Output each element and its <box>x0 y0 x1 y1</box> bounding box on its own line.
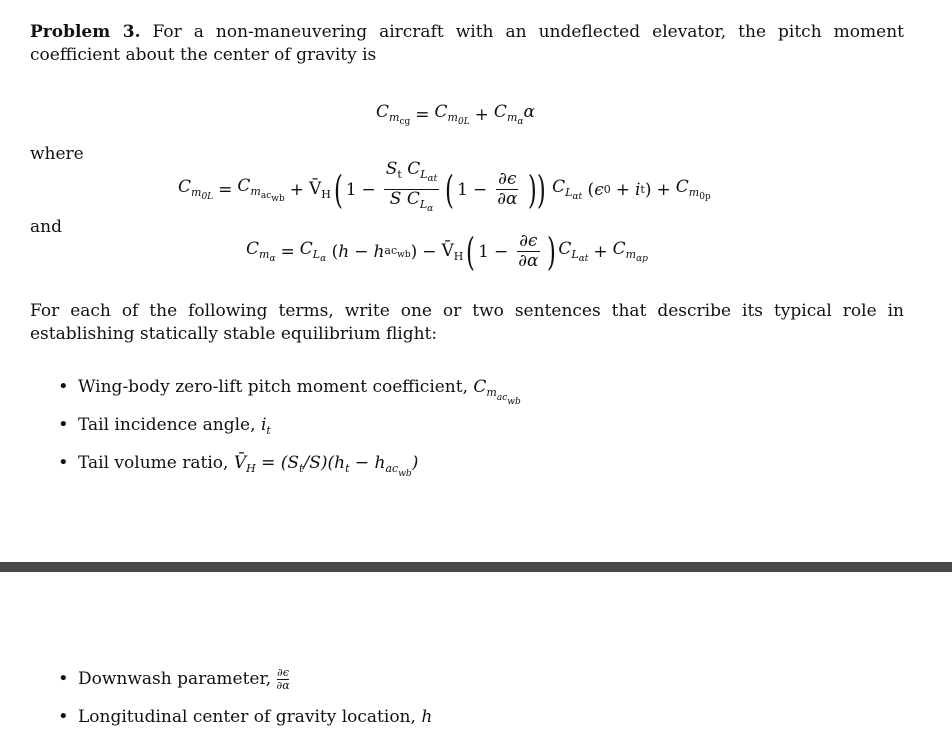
equation-cm0l: $C_{m_{0L}}$ = $C_{m_{ac_{wb}}}$ + $V̄_H$ ( 1 − $\frac{S_t C_{L_{\alpha t}}}{S C_{L_\alpha}}$ ( 1 − $\frac{\partial\epsilon}{\partial\alpha}$ )) $C_{L_{\alpha t}}$ ( ϵ 0 + i t ) + $C_{m_{0p}}$ <box>178 159 711 214</box>
problem-intro: For a non-maneuvering aircraft with an undeflected elevator, the pitch moment coefficient about the center of gravity is <box>30 22 904 65</box>
list-item: • Tail volume ratio, $V̄_H = (S_t/S)(h_t - h_{ac_{wb}})$ <box>58 450 521 488</box>
list-item: • Wing-body zero-lift pitch moment coefficient, $C_{m_{ac_{wb}}}$ <box>58 374 521 412</box>
list-item: • Longitudinal center of gravity location, h <box>58 704 432 742</box>
list-item: • Tail incidence angle, $i_t$ <box>58 412 521 450</box>
equation-cmalpha: $C_{m_\alpha}$ = $C_{L_\alpha}$ ( h − h $ac_{wb}$ ) − $V̄_H$ ( 1 − $\frac{\partial\epsilon}{\partial\alpha}$ ) $C_{L_{\alpha t}}$ + $C_{m_{\alpha p}}$ <box>246 229 648 274</box>
list-item: • Downwash parameter, $\frac{\partial\epsilon}{\partial\alpha}$ <box>58 666 432 704</box>
term-list-page-one <box>58 374 521 488</box>
equation-cmcg: $C_{m_{cg}}$ = $C_{m_{0L}}$ + $C_{m_\alpha}\alpha$ <box>376 102 535 127</box>
term-list-page-two <box>58 666 432 742</box>
problem-statement <box>30 21 904 67</box>
page-divider <box>0 562 952 572</box>
followup-instructions: For each of the following terms, write one or two sentences that describe its typical role in establishing statically stable equilibrium flight: <box>30 301 904 344</box>
page-two <box>0 572 952 749</box>
problem-label: Problem 3. <box>30 22 141 42</box>
where-label: where <box>30 144 84 164</box>
and-label: and <box>30 217 62 237</box>
